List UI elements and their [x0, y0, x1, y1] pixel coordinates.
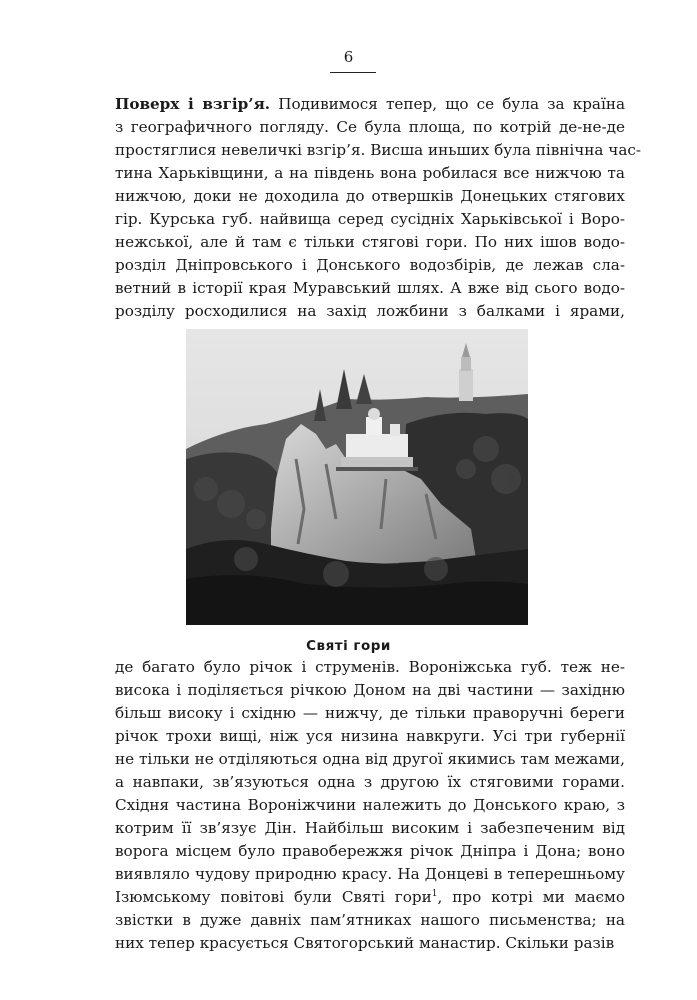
text-line: більш високу і східню — нижчу, де тільки праворучні береги: [115, 704, 625, 722]
section-heading: Поверх і взгір’я.: [115, 95, 271, 113]
page-number: 6: [343, 48, 354, 66]
figure-caption: Святі гори: [306, 638, 391, 654]
text-line: розділу росходилися на захід ложбини з балками і ярами,: [115, 302, 625, 320]
text-line: [115, 886, 625, 909]
text-line: них тепер красується Святогорський манастир. Скільки разів: [115, 934, 615, 952]
paragraph-2: [115, 656, 625, 955]
photo-sviati-hory: [186, 329, 528, 625]
text-line: ворога місцем було правобережжя річок Дніпра і Дона; воно: [115, 842, 625, 860]
text-line: річок трохи вищі, ніж уся низина навкруги. Усі три губернії: [115, 727, 625, 745]
text-line: виявляло чудову природню красу. На Донцеві в теперешньому: [115, 865, 625, 883]
text-line: гір. Курська губ. найвища серед сусідніх Харьківської і Воро-: [115, 210, 625, 228]
text-line: тина Харьківщини, а на південь вона робилася все нижчою та: [115, 164, 625, 182]
text-line: нижчою, доки не доходила до отвершків Донецьких стягових: [115, 187, 625, 205]
text-line: простяглися невеличкі взгір’я. Висша иньших була північна час-: [115, 141, 642, 159]
text-run: Подивимося тепер, що се була за країна: [278, 95, 625, 113]
text-line: Східня частина Вороніжчини належить до Донського краю, з: [115, 796, 625, 814]
paragraph-1: [115, 93, 642, 323]
text-line: розділ Дніпровського і Донського водозбірів, де лежав сла-: [115, 256, 625, 274]
text-line: звістки в дуже давніх пам’ятниках нашого письменства; на: [115, 911, 625, 929]
text-run: , про котрі ми маємо: [437, 888, 625, 906]
text-line: висока і поділяється річкою Доном на дві частини — західню: [115, 681, 625, 699]
text-line: де багато було річок і струменів. Вороніжська губ. теж не-: [115, 658, 625, 676]
text-line: з географичного погляду. Се була площа, по котрій де-не-де: [115, 118, 625, 136]
text-line: нежської, але й там є тільки стягові гори. По них ішов водо-: [115, 233, 625, 251]
page-number-rule: [330, 72, 376, 73]
text-line: не тільки не отділяються одна від другої якимись там межами,: [115, 750, 625, 768]
text-line: котрим її зв’язує Дін. Найбільш високим і забезпеченим від: [115, 819, 625, 837]
text-line: [115, 93, 625, 116]
text-run: Ізюмському повітові були Святі гори: [115, 888, 432, 906]
text-line: а навпаки, зв’язуються одна з другою їх стяговими горами.: [115, 773, 625, 791]
text-line: ветний в історії края Муравський шлях. А вже від сього водо-: [115, 279, 625, 297]
footnote-marker: 1: [431, 888, 438, 899]
